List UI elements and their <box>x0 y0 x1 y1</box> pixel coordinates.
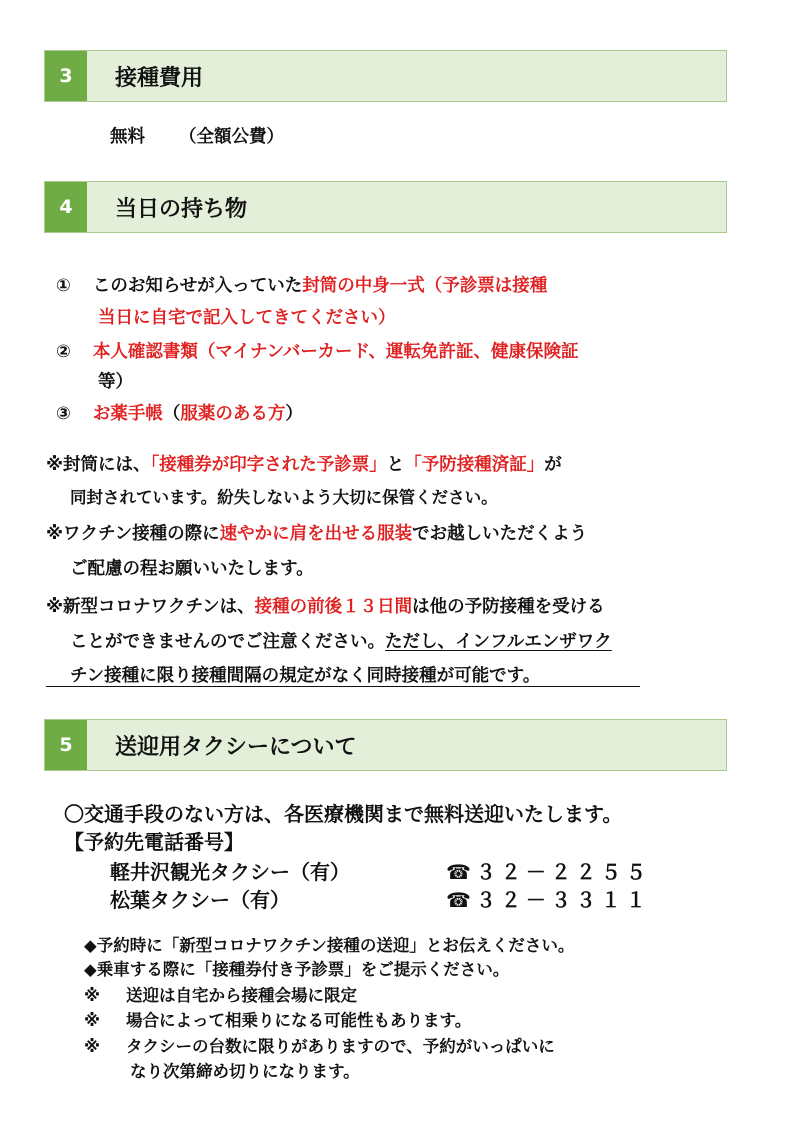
taxi-remark: ※ タクシーの台数に限りがありますので、予約がいっぱいに <box>84 1037 555 1056</box>
item-2-line-1: ② 本人確認書類（マイナンバーカード、運転免許証、健康保険証 <box>56 342 579 362</box>
note-3-line-1: ※新型コロナワクチンは、接種の前後１３日間は他の予防接種を受ける <box>46 597 605 617</box>
cost-label: 無料 <box>110 127 145 147</box>
note-3-line-3: チン接種に限り接種間隔の規定がなく同時接種が可能です。 <box>70 666 541 686</box>
note-2-line-1: ※ワクチン接種の際に速やかに肩を出せる服装でお越しいただくよう <box>46 524 588 544</box>
item-3: ③ お薬手帳（服薬のある方） <box>56 404 303 424</box>
section-number: 4 <box>45 182 87 232</box>
taxi-company-phone: ☎３２－３３１１ <box>446 888 651 912</box>
note-1-line-1: ※封筒には、「接種券が印字された予診票」と「予防接種済証」が <box>46 455 562 475</box>
cost-detail: （全額公費） <box>179 127 284 147</box>
section-number: 5 <box>45 720 87 770</box>
taxi-instruction: ◆乗車する際に「接種券付き予診票」をご提示ください。 <box>84 960 510 979</box>
taxi-company-phone: ☎３２－２２５５ <box>446 860 651 884</box>
taxi-company-name: 松葉タクシー（有） <box>110 888 290 912</box>
item-mark: ③ <box>56 404 71 424</box>
note-1-line-2: 同封されています。紛失しないよう大切に保管ください。 <box>70 488 498 507</box>
note-3-line-2: ことができませんのでご注意ください。ただし、インフルエンザワク <box>70 632 612 652</box>
item-1-line-2: 当日に自宅で記入してきてください） <box>98 308 396 328</box>
reserve-label: 【予約先電話番号】 <box>64 830 244 854</box>
taxi-company-name: 軽井沢観光タクシー（有） <box>110 860 350 884</box>
section-number: 3 <box>45 51 87 101</box>
item-1-line-1: ① このお知らせが入っていた封筒の中身一式（予診票は接種 <box>56 276 548 296</box>
section-header-belongings <box>44 181 727 233</box>
cost-text <box>110 123 284 148</box>
item-mark: ② <box>56 342 71 362</box>
item-mark: ① <box>56 276 71 296</box>
note-2-line-2: ご配慮の程お願いいたします。 <box>70 559 314 579</box>
underline-rule <box>46 686 640 687</box>
item-2-line-2: 等） <box>98 372 133 392</box>
section-title: 当日の持ち物 <box>115 196 248 222</box>
section-title: 送迎用タクシーについて <box>115 734 357 760</box>
section-title: 接種費用 <box>115 65 204 91</box>
section-header-cost <box>44 50 727 102</box>
taxi-intro: 〇交通手段のない方は、各医療機関まで無料送迎いたします。 <box>64 802 623 826</box>
taxi-instruction: ◆予約時に「新型コロナワクチン接種の送迎」とお伝えください。 <box>84 936 575 955</box>
taxi-remark: ※ 送迎は自宅から接種会場に限定 <box>84 986 358 1005</box>
taxi-remark: ※ 場合によって相乗りになる可能性もあります。 <box>84 1011 472 1030</box>
taxi-remark-cont: なり次第締め切りになります。 <box>130 1062 360 1081</box>
section-header-taxi <box>44 719 727 771</box>
